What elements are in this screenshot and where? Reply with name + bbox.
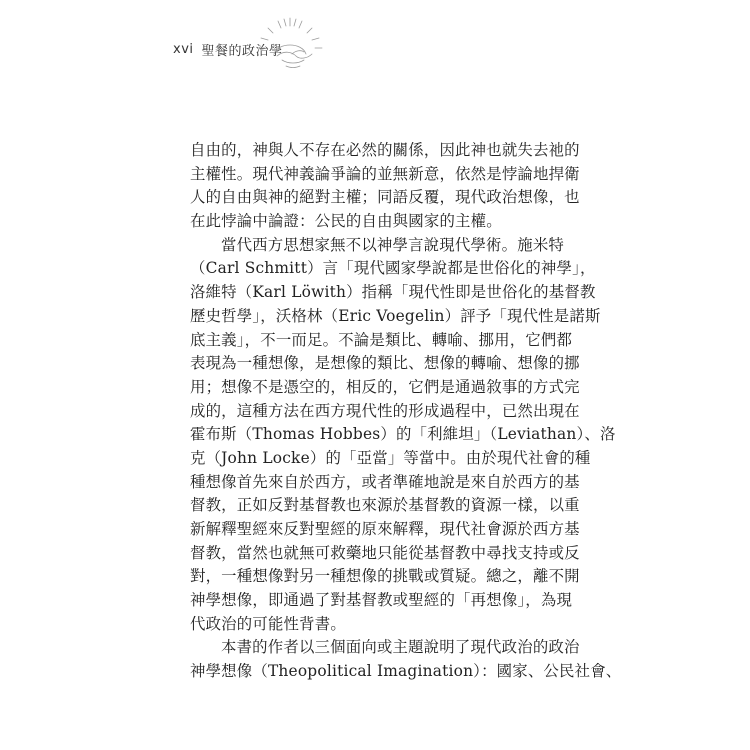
text-line: 新解釋聖經來反對聖經的原來解釋，現代社會源於西方基 [190,520,580,538]
paragraph-start-line: 本書的作者以三個面向或主題說明了現代政治的政治 [221,638,580,657]
text-line: 用；想像不是憑空的，相反的，它們是通過敘事的方式完 [190,377,580,396]
text-line: 霍布斯（Thomas Hobbes）的「利維坦」（Leviathan）、洛 [190,425,616,444]
text-line: 神學想像，即通過了對基督教或聖經的「再想像」，為現 [190,591,573,610]
page-number: xvi [173,41,194,57]
text-line: 洛維特（Karl Löwith）指稱「現代性即是世俗化的基督教 [190,283,596,302]
text-line: 人的自由與神的絕對主權；同語反覆，現代政治想像，也 [190,188,580,207]
text-line: 對，一種想像對另一種想像的挑戰或質疑。總之，離不開 [190,567,580,586]
text-line: 主權性。現代神義論爭論的並無新意，依然是悖論地捍衛 [190,164,580,183]
text-line: 神學想像（Theopolitical Imagination）：國家、公民社會、 [190,662,622,681]
text-line: 督教，正如反對基督教也來源於基督教的資源一樣，以重 [190,496,580,515]
text-line: 代政治的可能性背書。 [190,614,346,633]
text-line: 在此悖論中論證：公民的自由與國家的主權。 [190,212,502,231]
text-line: 底主義」，不一而足。不論是類比、轉喻、挪用，它們都 [190,330,573,349]
text-line: 種想像首先來自於西方，或者準確地說是來自於西方的基 [190,472,580,491]
text-line: 督教，當然也就無可救藥地只能從基督教中尋找支持或反 [190,543,580,562]
paragraph-start-line: 當代西方思想家無不以神學言說現代學術。施米特 [221,235,564,254]
text-line: 歷史哲學」，沃格林（Eric Voegelin）評予「現代性是諾斯 [190,306,601,325]
sun-dove-sketch-icon [252,14,328,76]
text-line: 成的，這種方法在西方現代性的形成過程中，已然出現在 [190,401,580,420]
text-line: 表現為一種想像，是想像的類比、想像的轉喻、想像的挪 [190,354,580,373]
text-line: 克（John Locke）的「亞當」等當中。由於現代社會的種 [190,448,591,467]
text-line: 自由的，神與人不存在必然的關係，因此神也就失去祂的 [190,141,580,159]
text-line: （Carl Schmitt）言「現代國家學說都是世俗化的神學」， [190,259,596,278]
book-title: 聖餐的政治學 [201,43,283,59]
body-text [190,139,622,684]
